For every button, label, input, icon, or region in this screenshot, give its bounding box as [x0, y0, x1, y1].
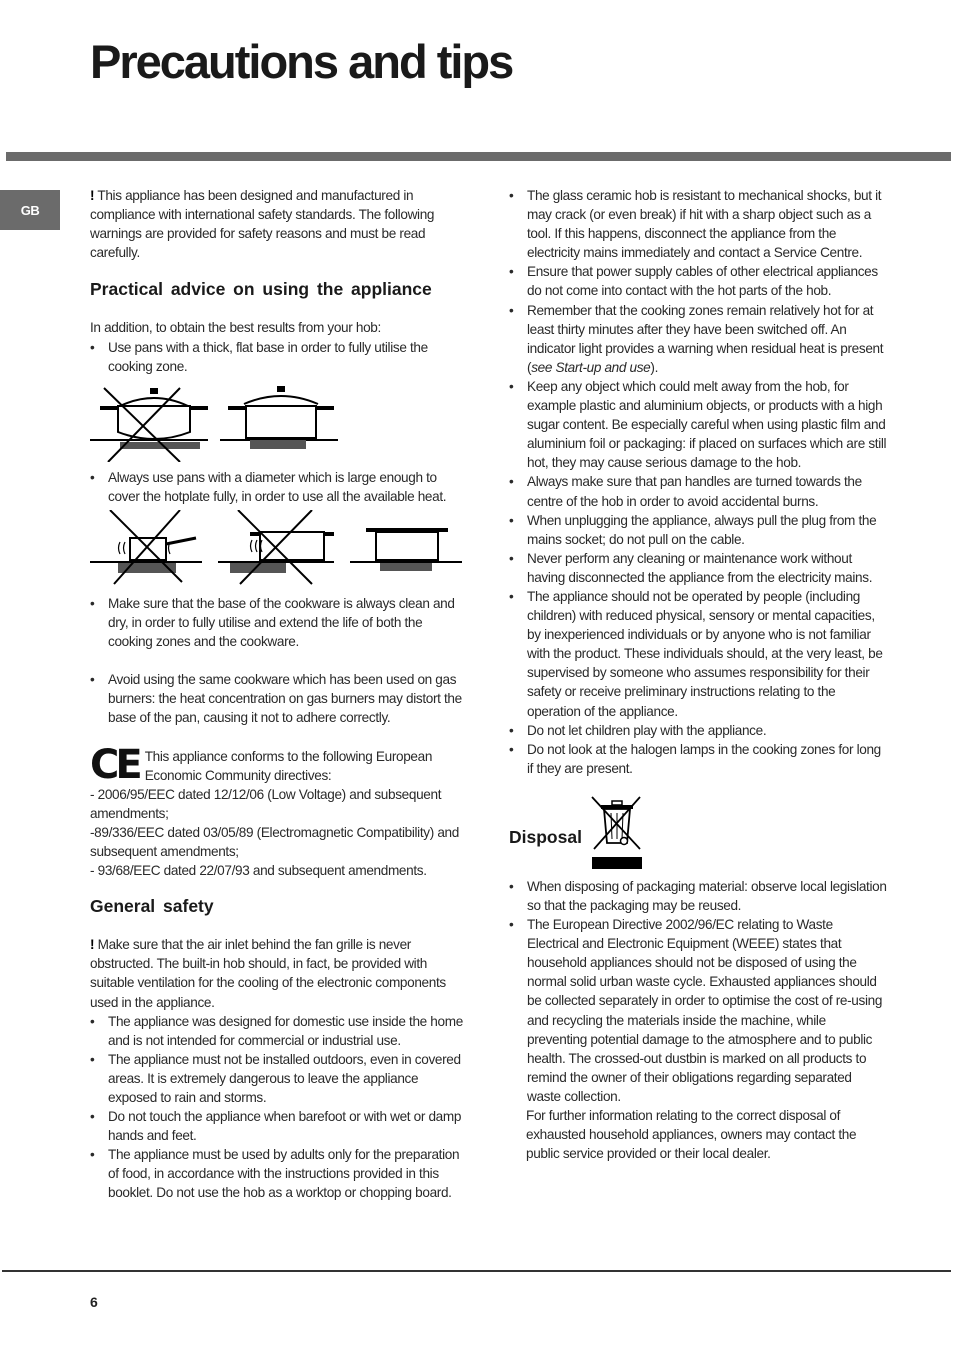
disposal-header: [509, 795, 887, 869]
intro-paragraph: ! This appliance has been designed and manufactured in compliance with international safety standards. The following warnings are provided for safety reasons and must be read carefully.: [90, 188, 435, 261]
list-item: • When disposing of packaging material: observe local legislation so that the packaging may be reused.: [509, 877, 887, 915]
list-item: • Ensure that power supply cables of other electrical appliances do not come into contact with the hot parts of the hob.: [509, 262, 887, 300]
list-item: • Make sure that the base of the cookware is always clean and dry, in order to fully utilise and extend the life of both the cooking zones and the cookware.: [90, 594, 468, 651]
general-safety-heading: General safety: [90, 896, 214, 917]
list-item: • When unplugging the appliance, always pull the plug from the mains socket; do not pull on the cable.: [509, 511, 887, 549]
list-item: • The European Directive 2002/96/EC relating to Waste Electrical and Electronic Equipment (WEEE) states that household appliances should not be disposed of using the normal solid urban waste cycle. Exhausted appliances should be collected separately in order to optimise the cost of re-using and recycling the materials inside the machine, while preventing potential damage to the atmosphere and to public health. The crossed-out dustbin is marked on all products to remind the owner of their obligations regarding separated waste collection.: [509, 915, 887, 1106]
left-column: [90, 186, 468, 1203]
list-item: • Do not let children play with the appliance.: [509, 721, 887, 740]
crossed-out-small-pan-icon: [90, 510, 202, 584]
footer-rule: [2, 1270, 951, 1272]
practical-list: [90, 338, 468, 376]
disposal-followup: For further information relating to the correct disposal of exhausted household appliances, owners may contact the public service provided or their local dealer.: [526, 1108, 857, 1162]
list-item: • Keep any object which could melt away from the hob, for example plastic and aluminium objects, or products with a high sugar content. Be especially careful when using plastic film and aluminium foil or packaging: if placed on surfaces which are still hot, they may cause serious damage to the hob.: [509, 377, 887, 472]
pan-diameter-figure: [90, 510, 468, 588]
cross-reference: see Start-up and use: [531, 359, 651, 375]
page-number: 6: [90, 1294, 98, 1310]
list-item: • Never perform any cleaning or maintenance work without having disconnected the appliance from the electricity mains.: [509, 549, 887, 587]
list-item: • The appliance must be used by adults only for the preparation of food, in accordance with the instructions provided in this booklet. Do not use the hob as a worktop or chopping board.: [90, 1145, 468, 1202]
practical-advice-heading: Practical advice on using the appliance: [90, 279, 432, 300]
list-item: • Always use pans with a diameter which is large enough to cover the hotplate fully, in order to use all the available heat.: [90, 468, 468, 506]
right-column: [509, 186, 887, 1163]
crossed-out-pan-icon: [90, 388, 208, 462]
safety-list: [90, 1012, 468, 1203]
warning-mark: !: [90, 188, 95, 203]
directive-line: - 2006/95/EEC dated 12/12/06 (Low Voltage) and subsequent amendments;: [90, 786, 442, 821]
page-title: Precautions and tips: [90, 35, 513, 88]
ce-text: This appliance conforms to the following European Economic Community directives:: [144, 748, 433, 783]
disposal-list: [509, 877, 887, 1106]
list-item: • Remember that the cooking zones remain relatively hot for at least thirty minutes after they have been switched off. An indicator light provides a warning when residual heat is present (see Start-up and use).: [509, 301, 887, 377]
header-rule: [6, 152, 951, 161]
warning-mark: !: [90, 937, 95, 953]
ce-mark-icon: CE: [90, 741, 139, 788]
directive-line: - 93/68/EEC dated 22/07/93 and subsequent amendments.: [90, 863, 427, 879]
list-item: • Do not look at the halogen lamps in the cooking zones for long if they are present.: [509, 740, 887, 778]
list-item: • The appliance was designed for domestic use inside the home and is not intended for commercial or industrial use.: [90, 1012, 468, 1050]
diameter-list: [90, 468, 468, 506]
safety-intro: ! Make sure that the air inlet behind the fan grille is never obstructed. The built-in hob should, in fact, be provided with suitable ventilation for the cooling of the electronic components used in the appliance.: [90, 937, 446, 1010]
ce-conformity: [90, 741, 468, 788]
correct-size-pan-icon: [350, 528, 462, 571]
directive-line: -89/336/EEC dated 03/05/89 (Electromagnetic Compatibility) and subsequent amendments;: [90, 824, 459, 859]
crossed-out-bin-icon: [590, 795, 644, 869]
practical-intro: In addition, to obtain the best results from your hob:: [90, 320, 381, 336]
list-item: • The appliance should not be operated by people (including children) with reduced physical, sensory or mental capacities, by inexperienced individuals or by anyone who is not familiar with the product. These individuals should, at the very least, be supervised by someone who assumes responsibility for their safety or receive preliminary instructions relating to the operation of the appliance.: [509, 587, 887, 721]
cookware-list: [90, 594, 468, 728]
correct-pan-icon: [220, 386, 338, 449]
language-tab: GB: [0, 190, 60, 230]
list-item: • Avoid using the same cookware which has been used on gas burners: the heat concentration on gas burners may distort the base of the pan, causing it not to adhere correctly.: [90, 670, 468, 727]
list-item: • Do not touch the appliance when barefoot or with wet or damp hands and feet.: [90, 1107, 468, 1145]
list-item: • The glass ceramic hob is resistant to mechanical shocks, but it may crack (or even break) if hit with a sharp object such as a tool. If this happens, disconnect the appliance from the electricity mains immediately and contact a Service Centre.: [509, 186, 887, 262]
crossed-out-offset-pan-icon: [218, 510, 334, 584]
disposal-heading: Disposal: [509, 826, 582, 847]
flat-base-pans-figure: [90, 382, 350, 462]
list-item: • The appliance must not be installed outdoors, even in covered areas. It is extremely dangerous to leave the appliance exposed to rain and storms.: [90, 1050, 468, 1107]
list-item: • Always make sure that pan handles are turned towards the centre of the hob in order to avoid accidental burns.: [509, 472, 887, 510]
precautions-list: [509, 186, 887, 778]
list-item: • Use pans with a thick, flat base in order to fully utilise the cooking zone.: [90, 338, 468, 376]
list-spacer: [90, 651, 468, 670]
